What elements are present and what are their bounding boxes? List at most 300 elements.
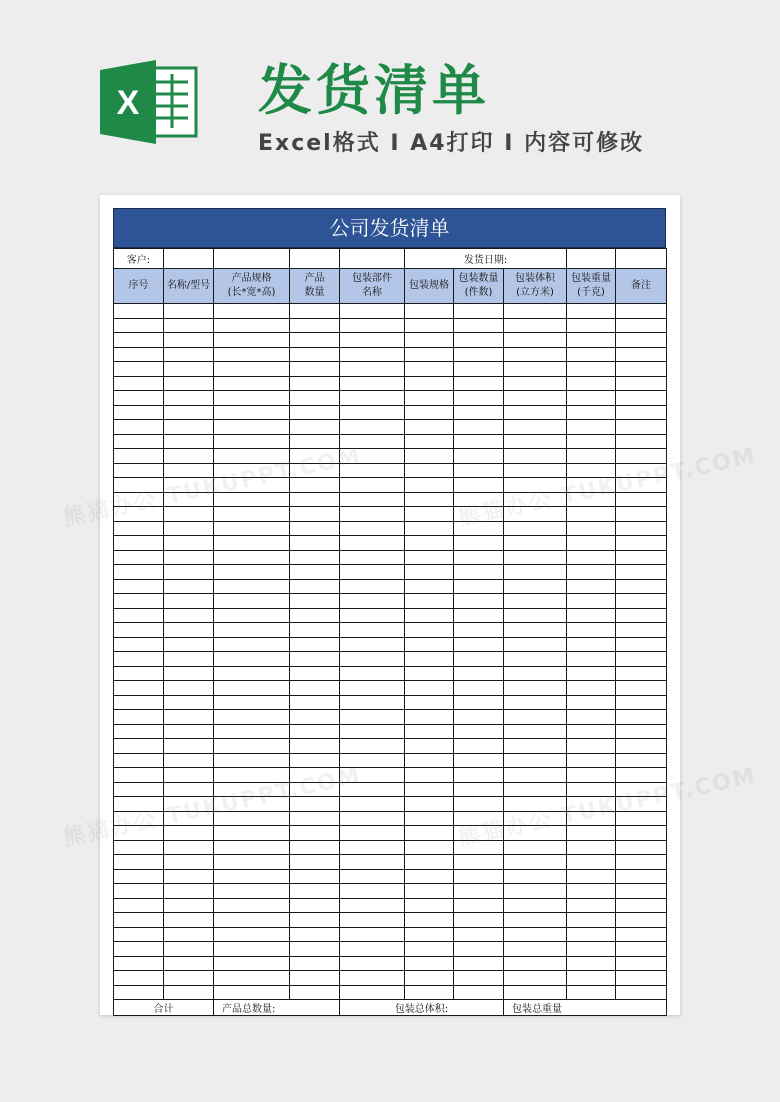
table-cell[interactable]	[504, 768, 567, 783]
table-cell[interactable]	[567, 449, 616, 464]
table-cell[interactable]	[454, 623, 504, 638]
table-cell[interactable]	[164, 594, 214, 609]
table-cell[interactable]	[504, 347, 567, 362]
table-cell[interactable]	[616, 420, 667, 435]
table-cell[interactable]	[214, 594, 290, 609]
table-cell[interactable]	[114, 782, 164, 797]
table-cell[interactable]	[290, 376, 340, 391]
table-cell[interactable]	[405, 666, 454, 681]
table-cell[interactable]	[114, 347, 164, 362]
table-cell[interactable]	[214, 579, 290, 594]
table-cell[interactable]	[454, 434, 504, 449]
table-cell[interactable]	[454, 942, 504, 957]
table-cell[interactable]	[340, 362, 405, 377]
table-cell[interactable]	[214, 376, 290, 391]
table-cell[interactable]	[567, 681, 616, 696]
table-cell[interactable]	[164, 956, 214, 971]
table-cell[interactable]	[340, 811, 405, 826]
table-cell[interactable]	[405, 623, 454, 638]
table-cell[interactable]	[114, 666, 164, 681]
table-cell[interactable]	[504, 927, 567, 942]
table-cell[interactable]	[504, 971, 567, 986]
table-cell[interactable]	[454, 710, 504, 725]
table-cell[interactable]	[290, 521, 340, 536]
table-cell[interactable]	[405, 869, 454, 884]
table-cell[interactable]	[405, 724, 454, 739]
table-cell[interactable]	[164, 405, 214, 420]
table-cell[interactable]	[405, 434, 454, 449]
table-cell[interactable]	[504, 550, 567, 565]
table-cell[interactable]	[504, 710, 567, 725]
table-cell[interactable]	[214, 971, 290, 986]
table-cell[interactable]	[567, 695, 616, 710]
table-cell[interactable]	[290, 318, 340, 333]
table-cell[interactable]	[290, 985, 340, 1000]
table-cell[interactable]	[290, 391, 340, 406]
table-cell[interactable]	[214, 869, 290, 884]
table-cell[interactable]	[504, 318, 567, 333]
table-cell[interactable]	[340, 942, 405, 957]
customer-value-cell[interactable]	[214, 249, 290, 269]
table-cell[interactable]	[214, 826, 290, 841]
table-cell[interactable]	[340, 797, 405, 812]
table-cell[interactable]	[616, 826, 667, 841]
table-cell[interactable]	[405, 521, 454, 536]
table-cell[interactable]	[405, 739, 454, 754]
table-cell[interactable]	[405, 449, 454, 464]
customer-value-cell[interactable]	[164, 249, 214, 269]
table-cell[interactable]	[504, 739, 567, 754]
table-cell[interactable]	[405, 304, 454, 319]
table-cell[interactable]	[214, 536, 290, 551]
table-cell[interactable]	[340, 985, 405, 1000]
table-cell[interactable]	[290, 405, 340, 420]
table-cell[interactable]	[164, 536, 214, 551]
table-cell[interactable]	[114, 318, 164, 333]
table-cell[interactable]	[504, 420, 567, 435]
table-cell[interactable]	[164, 637, 214, 652]
table-cell[interactable]	[454, 884, 504, 899]
table-cell[interactable]	[114, 449, 164, 464]
table-cell[interactable]	[214, 855, 290, 870]
table-cell[interactable]	[214, 884, 290, 899]
table-cell[interactable]	[114, 376, 164, 391]
table-cell[interactable]	[405, 884, 454, 899]
table-cell[interactable]	[290, 855, 340, 870]
table-cell[interactable]	[454, 971, 504, 986]
table-cell[interactable]	[164, 347, 214, 362]
table-cell[interactable]	[405, 927, 454, 942]
table-cell[interactable]	[567, 376, 616, 391]
table-cell[interactable]	[567, 869, 616, 884]
table-cell[interactable]	[616, 652, 667, 667]
table-cell[interactable]	[340, 623, 405, 638]
table-cell[interactable]	[504, 565, 567, 580]
table-cell[interactable]	[504, 753, 567, 768]
table-cell[interactable]	[340, 550, 405, 565]
table-cell[interactable]	[290, 971, 340, 986]
table-cell[interactable]	[567, 550, 616, 565]
table-cell[interactable]	[567, 594, 616, 609]
table-cell[interactable]	[340, 492, 405, 507]
table-cell[interactable]	[114, 434, 164, 449]
table-cell[interactable]	[290, 637, 340, 652]
table-cell[interactable]	[405, 913, 454, 928]
table-cell[interactable]	[454, 304, 504, 319]
table-cell[interactable]	[567, 623, 616, 638]
table-cell[interactable]	[114, 420, 164, 435]
table-cell[interactable]	[214, 927, 290, 942]
table-cell[interactable]	[214, 420, 290, 435]
table-cell[interactable]	[290, 710, 340, 725]
table-cell[interactable]	[567, 391, 616, 406]
table-cell[interactable]	[340, 927, 405, 942]
table-cell[interactable]	[114, 753, 164, 768]
table-cell[interactable]	[214, 695, 290, 710]
table-cell[interactable]	[567, 985, 616, 1000]
table-cell[interactable]	[616, 695, 667, 710]
table-cell[interactable]	[567, 652, 616, 667]
table-cell[interactable]	[290, 811, 340, 826]
table-cell[interactable]	[504, 434, 567, 449]
table-cell[interactable]	[405, 536, 454, 551]
table-cell[interactable]	[405, 942, 454, 957]
table-cell[interactable]	[405, 637, 454, 652]
table-cell[interactable]	[214, 507, 290, 522]
table-cell[interactable]	[340, 913, 405, 928]
table-cell[interactable]	[164, 623, 214, 638]
table-cell[interactable]	[114, 724, 164, 739]
table-cell[interactable]	[164, 855, 214, 870]
table-cell[interactable]	[340, 391, 405, 406]
table-cell[interactable]	[405, 478, 454, 493]
table-cell[interactable]	[405, 782, 454, 797]
table-cell[interactable]	[567, 362, 616, 377]
table-cell[interactable]	[290, 623, 340, 638]
table-cell[interactable]	[214, 637, 290, 652]
table-cell[interactable]	[504, 985, 567, 1000]
table-cell[interactable]	[504, 405, 567, 420]
table-cell[interactable]	[114, 362, 164, 377]
table-cell[interactable]	[214, 333, 290, 348]
table-cell[interactable]	[454, 550, 504, 565]
table-cell[interactable]	[616, 623, 667, 638]
table-cell[interactable]	[504, 956, 567, 971]
table-cell[interactable]	[504, 623, 567, 638]
table-cell[interactable]	[454, 855, 504, 870]
table-cell[interactable]	[114, 405, 164, 420]
table-cell[interactable]	[616, 550, 667, 565]
table-cell[interactable]	[164, 971, 214, 986]
table-cell[interactable]	[567, 420, 616, 435]
table-cell[interactable]	[504, 724, 567, 739]
table-cell[interactable]	[616, 898, 667, 913]
table-cell[interactable]	[340, 710, 405, 725]
table-cell[interactable]	[504, 594, 567, 609]
table-cell[interactable]	[454, 797, 504, 812]
table-cell[interactable]	[567, 956, 616, 971]
table-cell[interactable]	[616, 405, 667, 420]
table-cell[interactable]	[405, 652, 454, 667]
table-cell[interactable]	[164, 768, 214, 783]
table-cell[interactable]	[405, 420, 454, 435]
table-cell[interactable]	[290, 869, 340, 884]
table-cell[interactable]	[340, 739, 405, 754]
table-cell[interactable]	[405, 362, 454, 377]
table-cell[interactable]	[340, 304, 405, 319]
table-cell[interactable]	[214, 362, 290, 377]
table-cell[interactable]	[504, 333, 567, 348]
table-cell[interactable]	[340, 478, 405, 493]
table-cell[interactable]	[340, 579, 405, 594]
table-cell[interactable]	[504, 681, 567, 696]
table-cell[interactable]	[454, 420, 504, 435]
table-cell[interactable]	[504, 536, 567, 551]
table-cell[interactable]	[616, 565, 667, 580]
table-cell[interactable]	[340, 956, 405, 971]
table-cell[interactable]	[616, 942, 667, 957]
table-cell[interactable]	[405, 492, 454, 507]
table-cell[interactable]	[340, 971, 405, 986]
table-cell[interactable]	[405, 811, 454, 826]
table-cell[interactable]	[454, 956, 504, 971]
table-cell[interactable]	[290, 913, 340, 928]
table-cell[interactable]	[616, 376, 667, 391]
table-cell[interactable]	[616, 507, 667, 522]
table-cell[interactable]	[290, 927, 340, 942]
table-cell[interactable]	[290, 347, 340, 362]
table-cell[interactable]	[214, 391, 290, 406]
table-cell[interactable]	[504, 449, 567, 464]
table-cell[interactable]	[454, 405, 504, 420]
table-cell[interactable]	[340, 521, 405, 536]
table-cell[interactable]	[567, 724, 616, 739]
table-cell[interactable]	[405, 898, 454, 913]
table-cell[interactable]	[290, 652, 340, 667]
table-cell[interactable]	[214, 623, 290, 638]
table-cell[interactable]	[405, 333, 454, 348]
table-cell[interactable]	[290, 550, 340, 565]
table-cell[interactable]	[504, 869, 567, 884]
table-cell[interactable]	[454, 768, 504, 783]
table-cell[interactable]	[504, 391, 567, 406]
table-cell[interactable]	[340, 724, 405, 739]
table-cell[interactable]	[114, 391, 164, 406]
table-cell[interactable]	[454, 724, 504, 739]
table-cell[interactable]	[567, 913, 616, 928]
table-cell[interactable]	[567, 666, 616, 681]
table-cell[interactable]	[114, 710, 164, 725]
table-cell[interactable]	[214, 434, 290, 449]
table-cell[interactable]	[214, 753, 290, 768]
table-cell[interactable]	[290, 304, 340, 319]
table-cell[interactable]	[114, 768, 164, 783]
table-cell[interactable]	[114, 565, 164, 580]
table-cell[interactable]	[164, 695, 214, 710]
table-cell[interactable]	[114, 971, 164, 986]
table-cell[interactable]	[405, 463, 454, 478]
table-cell[interactable]	[504, 608, 567, 623]
table-cell[interactable]	[214, 681, 290, 696]
table-cell[interactable]	[405, 391, 454, 406]
table-cell[interactable]	[504, 855, 567, 870]
table-cell[interactable]	[454, 666, 504, 681]
table-cell[interactable]	[114, 884, 164, 899]
table-cell[interactable]	[114, 608, 164, 623]
table-cell[interactable]	[340, 884, 405, 899]
table-cell[interactable]	[340, 652, 405, 667]
table-cell[interactable]	[454, 927, 504, 942]
table-cell[interactable]	[616, 840, 667, 855]
table-cell[interactable]	[454, 869, 504, 884]
table-cell[interactable]	[616, 362, 667, 377]
table-cell[interactable]	[567, 898, 616, 913]
table-cell[interactable]	[567, 333, 616, 348]
table-cell[interactable]	[214, 724, 290, 739]
table-cell[interactable]	[405, 507, 454, 522]
table-cell[interactable]	[164, 420, 214, 435]
table-cell[interactable]	[114, 333, 164, 348]
table-cell[interactable]	[340, 855, 405, 870]
table-cell[interactable]	[616, 608, 667, 623]
table-cell[interactable]	[114, 579, 164, 594]
table-cell[interactable]	[290, 681, 340, 696]
table-cell[interactable]	[164, 724, 214, 739]
table-cell[interactable]	[454, 478, 504, 493]
table-cell[interactable]	[164, 565, 214, 580]
table-cell[interactable]	[567, 608, 616, 623]
table-cell[interactable]	[616, 753, 667, 768]
table-cell[interactable]	[405, 710, 454, 725]
table-cell[interactable]	[405, 318, 454, 333]
table-cell[interactable]	[504, 579, 567, 594]
table-cell[interactable]	[164, 449, 214, 464]
table-cell[interactable]	[504, 782, 567, 797]
table-cell[interactable]	[616, 347, 667, 362]
table-cell[interactable]	[214, 710, 290, 725]
table-cell[interactable]	[214, 565, 290, 580]
table-cell[interactable]	[290, 884, 340, 899]
table-cell[interactable]	[567, 536, 616, 551]
table-cell[interactable]	[454, 376, 504, 391]
table-cell[interactable]	[405, 579, 454, 594]
table-cell[interactable]	[567, 318, 616, 333]
table-cell[interactable]	[567, 942, 616, 957]
table-cell[interactable]	[567, 507, 616, 522]
table-cell[interactable]	[405, 608, 454, 623]
table-cell[interactable]	[340, 608, 405, 623]
table-cell[interactable]	[164, 869, 214, 884]
table-cell[interactable]	[340, 869, 405, 884]
table-cell[interactable]	[504, 884, 567, 899]
table-cell[interactable]	[164, 681, 214, 696]
table-cell[interactable]	[114, 681, 164, 696]
table-cell[interactable]	[405, 971, 454, 986]
table-cell[interactable]	[616, 971, 667, 986]
table-cell[interactable]	[504, 463, 567, 478]
table-cell[interactable]	[114, 550, 164, 565]
table-cell[interactable]	[340, 666, 405, 681]
table-cell[interactable]	[567, 405, 616, 420]
table-cell[interactable]	[616, 666, 667, 681]
table-cell[interactable]	[454, 347, 504, 362]
table-cell[interactable]	[164, 318, 214, 333]
table-cell[interactable]	[340, 347, 405, 362]
table-cell[interactable]	[567, 884, 616, 899]
table-cell[interactable]	[114, 942, 164, 957]
table-cell[interactable]	[567, 753, 616, 768]
table-cell[interactable]	[214, 304, 290, 319]
table-cell[interactable]	[114, 913, 164, 928]
table-cell[interactable]	[114, 840, 164, 855]
table-cell[interactable]	[164, 739, 214, 754]
table-cell[interactable]	[454, 594, 504, 609]
table-cell[interactable]	[164, 884, 214, 899]
table-cell[interactable]	[405, 405, 454, 420]
table-cell[interactable]	[454, 536, 504, 551]
customer-value-cell[interactable]	[340, 249, 405, 269]
table-cell[interactable]	[290, 579, 340, 594]
table-cell[interactable]	[214, 405, 290, 420]
table-cell[interactable]	[567, 840, 616, 855]
table-cell[interactable]	[214, 840, 290, 855]
table-cell[interactable]	[290, 565, 340, 580]
table-cell[interactable]	[616, 956, 667, 971]
table-cell[interactable]	[214, 985, 290, 1000]
table-cell[interactable]	[616, 739, 667, 754]
table-cell[interactable]	[504, 898, 567, 913]
table-cell[interactable]	[164, 521, 214, 536]
table-cell[interactable]	[290, 724, 340, 739]
table-cell[interactable]	[616, 985, 667, 1000]
table-cell[interactable]	[567, 579, 616, 594]
table-cell[interactable]	[405, 681, 454, 696]
table-cell[interactable]	[214, 913, 290, 928]
table-cell[interactable]	[114, 652, 164, 667]
table-cell[interactable]	[290, 826, 340, 841]
table-cell[interactable]	[114, 637, 164, 652]
table-cell[interactable]	[405, 753, 454, 768]
table-cell[interactable]	[290, 956, 340, 971]
table-cell[interactable]	[454, 362, 504, 377]
table-cell[interactable]	[340, 840, 405, 855]
table-cell[interactable]	[405, 768, 454, 783]
table-cell[interactable]	[405, 347, 454, 362]
table-cell[interactable]	[504, 942, 567, 957]
table-cell[interactable]	[164, 333, 214, 348]
table-cell[interactable]	[454, 753, 504, 768]
table-cell[interactable]	[567, 927, 616, 942]
table-cell[interactable]	[405, 376, 454, 391]
table-cell[interactable]	[164, 927, 214, 942]
table-cell[interactable]	[567, 710, 616, 725]
table-cell[interactable]	[567, 521, 616, 536]
table-cell[interactable]	[405, 826, 454, 841]
table-cell[interactable]	[340, 536, 405, 551]
table-cell[interactable]	[454, 318, 504, 333]
table-cell[interactable]	[114, 898, 164, 913]
table-cell[interactable]	[340, 637, 405, 652]
table-cell[interactable]	[114, 869, 164, 884]
table-cell[interactable]	[164, 898, 214, 913]
table-cell[interactable]	[567, 565, 616, 580]
table-cell[interactable]	[290, 507, 340, 522]
table-cell[interactable]	[454, 391, 504, 406]
table-cell[interactable]	[454, 695, 504, 710]
table-cell[interactable]	[454, 681, 504, 696]
table-cell[interactable]	[616, 681, 667, 696]
table-cell[interactable]	[454, 913, 504, 928]
